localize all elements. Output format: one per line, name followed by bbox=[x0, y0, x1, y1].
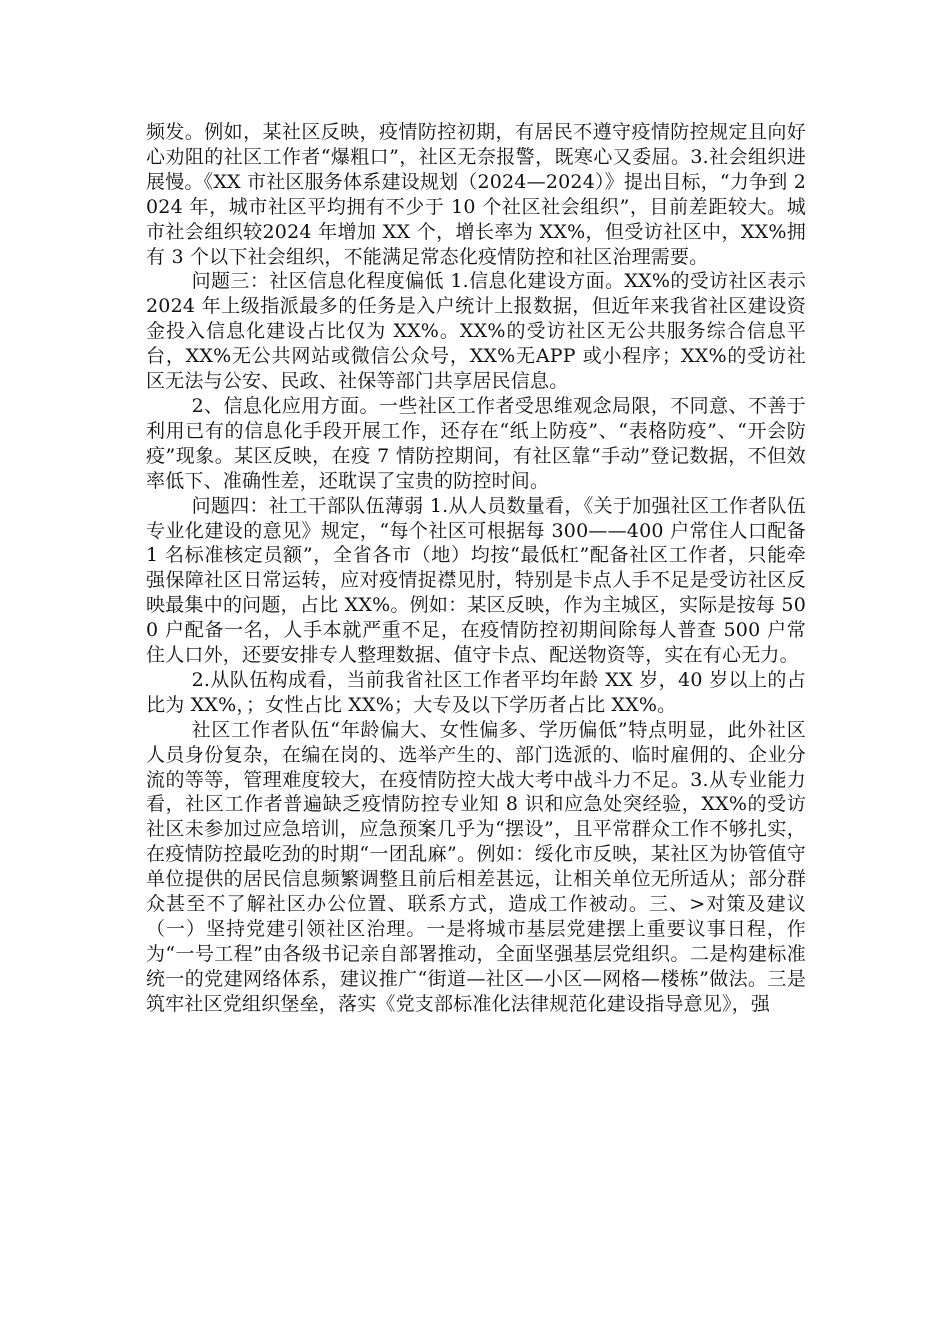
paragraph-problem-four: 问题四：社工干部队伍薄弱 1.从人员数量看，《关于加强社区工作者队伍专业化建设的意见》规定，“每个社区可根据每 300——400 户常住人口配备 1 名标准核定员额”，全省各市（地）均按“最低杠”配备社区工作者，只能牵强保障社区日常运转，应对疫情捉襟见肘，特别是卡点人手不足是受访社区反映最集中的问题，占比 XX%。例如：某区反映，作为主城区，实际是按每 500 户配备一名，人手本就严重不足，在疫情防控初期间除每人普查 500 户常住人口外，还要安排专人整理数据、值守卡点、配送物资等，实在有心无力。 bbox=[146, 494, 806, 667]
paragraph-continuation: 频发。例如，某社区反映，疫情防控初期，有居民不遵守疫情防控规定且向好心劝阻的社区工作者“爆粗口”，社区无奈报警，既寒心又委屈。3.社会组织进展慢。《XX 市社区服务体系建设规划（2024—2024）》提出目标，“力争到 2024 年，城市社区平均拥有不少于 10 个社区社会组织”，目前差距较大。城市社会组织较2024 年增加 XX 个，增长率为 XX%，但受访社区中，XX%拥有 3 个以下社会组织，不能满足常态化疫情防控和社区治理需要。 bbox=[146, 121, 806, 268]
paragraph-team-composition: 2.从队伍构成看，当前我省社区工作者平均年龄 XX 岁，40 岁以上的占比为 XX%，；女性占比 XX%；大专及以下学历者占比 XX%。 bbox=[146, 668, 806, 716]
paragraph-worker-characteristics: 社区工作者队伍“年龄偏大、女性偏多、学历偏低”特点明显，此外社区人员身份复杂，在编在岗的、选举产生的、部门选派的、临时雇佣的、企业分流的等等，管理难度较大，在疫情防控大战大考中战斗力不足。3.从专业能力看，社区工作者普遍缺乏疫情防控专业知 8 识和应急处突经验，XX%的受访社区未参加过应急培训，应急预案几乎为“摆设”，且平常群众工作不够扎实，在疫情防控最吃劲的时期“一团乱麻”。例如：绥化市反映，某社区为协管值守单位提供的居民信息频繁调整且前后相差甚远，让相关单位无所适从；部分群众甚至不了解社区办公位置、联系方式，造成工作被动。三、>对策及建议 （一）坚持党建引领社区治理。一是将城市基层党建摆上重要议事日程，作为“一号工程”由各级书记亲自部署推动，全面坚强基层党组织。二是构建标准统一的党建网络体系，建议推广“街道—社区—小区—网格—楼栋”做法。三是筑牢社区党组织堡垒，落实《党支部标准化法律规范化建设指导意见》，强 bbox=[146, 718, 806, 1015]
document-page bbox=[146, 120, 806, 1017]
paragraph-informatization-application: 2、信息化应用方面。一些社区工作者受思维观念局限，不同意、不善于利用已有的信息化手段开展工作，还存在“纸上防疫”、“表格防疫”、“开会防疫”现象。某区反映，在疫 7 情防控期间，有社区靠“手动”登记数据，不但效率低下、准确性差，还耽误了宝贵的防控时间。 bbox=[146, 394, 806, 492]
paragraph-problem-three: 问题三：社区信息化程度偏低 1.信息化建设方面。XX%的受访社区表示 2024 年上级指派最多的任务是入户统计上报数据，但近年来我省社区建设资金投入信息化建设占比仅为 XX%。XX%的受访社区无公共服务综合信息平台，XX%无公共网站或微信公众号，XX%无APP 或小程序；XX%的受访社区无法与公安、民政、社保等部门共享居民信息。 bbox=[146, 270, 806, 393]
